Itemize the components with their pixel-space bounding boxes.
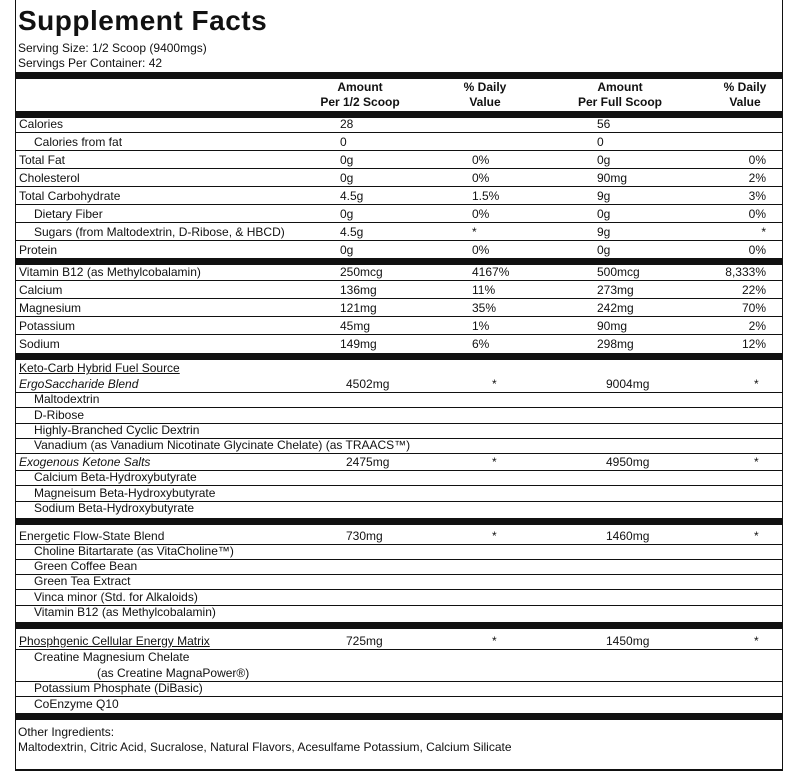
row-amount-half: 250mcg bbox=[340, 265, 383, 279]
row-dv-half: * bbox=[492, 529, 497, 543]
row-amount-full: 4950mg bbox=[606, 455, 650, 469]
row-amount-full: 1460mg bbox=[606, 529, 650, 543]
servings-per-container: Servings Per Container: 42 bbox=[18, 56, 163, 70]
row-dv-full: * bbox=[754, 634, 759, 648]
ingredient-name: Highly-Branched Cyclic Dextrin bbox=[34, 423, 200, 437]
ingredient-name: Vanadium (as Vanadium Nicotinate Glycinate Chelate) (as TRAACS™) bbox=[34, 438, 411, 452]
row-dv-full: 0% bbox=[748, 243, 766, 257]
row-amount-half: 4.5g bbox=[340, 189, 364, 203]
row-dv-full: 2% bbox=[748, 319, 766, 333]
other-ingredients-label: Other Ingredients: bbox=[18, 725, 115, 739]
ingredient-name: Maltodextrin bbox=[34, 392, 100, 406]
row-name: Total Fat bbox=[19, 153, 66, 167]
row-amount-full: 273mg bbox=[597, 283, 634, 297]
row-amount-half: 0g bbox=[340, 243, 354, 257]
table-row bbox=[0, 281, 800, 299]
table-row bbox=[0, 223, 800, 241]
row-name: Phosphgenic Cellular Energy Matrix bbox=[19, 634, 210, 648]
row-name: Energetic Flow-State Blend bbox=[19, 529, 165, 543]
row-amount-full: 500mcg bbox=[597, 265, 640, 279]
row-amount-full: 9g bbox=[597, 225, 611, 239]
ingredient-name: Choline Bitartarate (as VitaCholine™) bbox=[34, 544, 234, 558]
row-name: Total Carbohydrate bbox=[19, 189, 121, 203]
row-dv-full: 22% bbox=[741, 283, 766, 297]
row-amount-half: 4502mg bbox=[346, 377, 390, 391]
row-amount-half: 0g bbox=[340, 171, 354, 185]
ingredient-name: Sodium Beta-Hydroxybutyrate bbox=[34, 501, 195, 515]
row-amount-full: 0g bbox=[597, 153, 611, 167]
row-name: Exogenous Ketone Salts bbox=[19, 455, 151, 469]
table-row bbox=[0, 241, 800, 259]
row-name: Sugars (from Maltodextrin, D-Ribose, & HBCD) bbox=[34, 225, 285, 239]
row-amount-half: 725mg bbox=[346, 634, 383, 648]
table-row bbox=[0, 335, 800, 353]
row-amount-full: 0g bbox=[597, 207, 611, 221]
list-item bbox=[0, 436, 800, 454]
row-amount-half: 4.5g bbox=[340, 225, 364, 239]
row-amount-full: 56 bbox=[597, 117, 611, 131]
row-dv-full: * bbox=[754, 455, 759, 469]
row-dv-half: * bbox=[492, 634, 497, 648]
row-amount-full: 1450mg bbox=[606, 634, 650, 648]
row-name: Calcium bbox=[19, 283, 63, 297]
row-dv-half: 11% bbox=[472, 283, 496, 297]
row-amount-half: 730mg bbox=[346, 529, 383, 543]
row-amount-full: 298mg bbox=[597, 337, 634, 351]
row-dv-full: 70% bbox=[741, 301, 766, 315]
row-dv-half: 0% bbox=[472, 171, 490, 185]
row-dv-full: 0% bbox=[748, 207, 766, 221]
table-row bbox=[0, 115, 800, 133]
table-row bbox=[0, 263, 800, 281]
list-item bbox=[0, 695, 800, 713]
keto-heading: Keto-Carb Hybrid Fuel Source bbox=[19, 361, 180, 375]
list-item bbox=[0, 603, 800, 621]
row-dv-half: 35% bbox=[472, 301, 497, 315]
row-name: Potassium bbox=[19, 319, 76, 333]
ingredient-name: Green Coffee Bean bbox=[34, 559, 138, 573]
row-dv-full: 8,333% bbox=[725, 265, 766, 279]
row-amount-half: 28 bbox=[340, 117, 354, 131]
row-dv-half: 1.5% bbox=[472, 189, 500, 203]
row-name: Dietary Fiber bbox=[34, 207, 103, 221]
header-dv-full: % Daily Value bbox=[723, 80, 767, 109]
row-dv-half: 0% bbox=[472, 207, 490, 221]
serving-size: Serving Size: 1/2 Scoop (9400mgs) bbox=[18, 41, 207, 55]
table-row bbox=[0, 151, 800, 169]
header-amount-half: Amount Per 1/2 Scoop bbox=[320, 80, 400, 109]
row-dv-half: 6% bbox=[472, 337, 490, 351]
row-amount-half: 0g bbox=[340, 153, 354, 167]
row-amount-half: 0g bbox=[340, 207, 354, 221]
row-name: ErgoSaccharide Blend bbox=[19, 377, 139, 391]
row-dv-full: * bbox=[761, 225, 766, 239]
row-amount-full: 90mg bbox=[597, 171, 628, 185]
ingredient-name: Potassium Phosphate (DiBasic) bbox=[34, 681, 203, 695]
row-name: Sodium bbox=[19, 337, 60, 351]
row-amount-half: 121mg bbox=[340, 301, 377, 315]
header-rule bbox=[16, 72, 782, 79]
ingredient-name: Green Tea Extract bbox=[34, 574, 131, 588]
ingredient-name: Vinca minor (Std. for Alkaloids) bbox=[34, 590, 198, 604]
row-dv-half: 4167% bbox=[472, 265, 510, 279]
row-amount-half: 136mg bbox=[340, 283, 377, 297]
row-dv-full: 3% bbox=[748, 189, 766, 203]
ingredient-sub-name: (as Creatine MagnaPower®) bbox=[97, 666, 250, 680]
row-dv-half: 0% bbox=[472, 153, 490, 167]
row-amount-full: 90mg bbox=[597, 319, 628, 333]
row-amount-half: 149mg bbox=[340, 337, 377, 351]
ingredient-name: Vitamin B12 (as Methylcobalamin) bbox=[34, 605, 216, 619]
row-name: Protein bbox=[19, 243, 58, 257]
other-rule bbox=[16, 713, 782, 720]
row-dv-full: 2% bbox=[748, 171, 766, 185]
table-row bbox=[0, 133, 800, 151]
row-name: Calories bbox=[19, 117, 64, 131]
row-dv-full: 0% bbox=[748, 153, 766, 167]
table-row bbox=[0, 317, 800, 335]
list-item bbox=[0, 499, 800, 517]
ingredient-name: Magneisum Beta-Hydroxybutyrate bbox=[34, 486, 216, 500]
table-row bbox=[0, 205, 800, 223]
row-dv-full: * bbox=[754, 529, 759, 543]
row-amount-half: 0 bbox=[340, 135, 347, 149]
flow-rule bbox=[16, 518, 782, 525]
row-dv-full: 12% bbox=[741, 337, 766, 351]
row-dv-half: 0% bbox=[472, 243, 490, 257]
table-row bbox=[0, 169, 800, 187]
row-name: Magnesium bbox=[19, 301, 82, 315]
row-amount-full: 9g bbox=[597, 189, 611, 203]
header-dv-half: % Daily Value bbox=[463, 80, 507, 109]
row-name: Cholesterol bbox=[19, 171, 80, 185]
row-dv-full: * bbox=[754, 377, 759, 391]
row-amount-full: 242mg bbox=[597, 301, 634, 315]
row-dv-half: * bbox=[492, 377, 497, 391]
row-dv-half: * bbox=[472, 225, 477, 239]
ingredient-name: D-Ribose bbox=[34, 408, 85, 422]
ingredient-name: Creatine Magnesium Chelate bbox=[34, 650, 190, 664]
header-amount-full: Amount Per Full Scoop bbox=[577, 80, 662, 109]
row-dv-half: * bbox=[492, 455, 497, 469]
row-name: Vitamin B12 (as Methylcobalamin) bbox=[19, 265, 201, 279]
table-row bbox=[0, 299, 800, 317]
row-amount-full: 0 bbox=[597, 135, 604, 149]
row-amount-half: 45mg bbox=[340, 319, 371, 333]
other-ingredients-text: Maltodextrin, Citric Acid, Sucralose, Natural Flavors, Acesulfame Potassium, Calcium Silicate bbox=[18, 740, 512, 754]
ingredient-name: CoEnzyme Q10 bbox=[34, 697, 119, 711]
row-amount-half: 2475mg bbox=[346, 455, 390, 469]
matrix-rule bbox=[16, 622, 782, 629]
row-amount-full: 0g bbox=[597, 243, 611, 257]
panel-title: Supplement Facts bbox=[18, 5, 268, 36]
row-amount-full: 9004mg bbox=[606, 377, 650, 391]
table-row bbox=[0, 187, 800, 205]
ingredient-name: Calcium Beta-Hydroxybutyrate bbox=[34, 470, 197, 484]
row-name: Calories from fat bbox=[34, 135, 123, 149]
row-dv-half: 1% bbox=[472, 319, 490, 333]
